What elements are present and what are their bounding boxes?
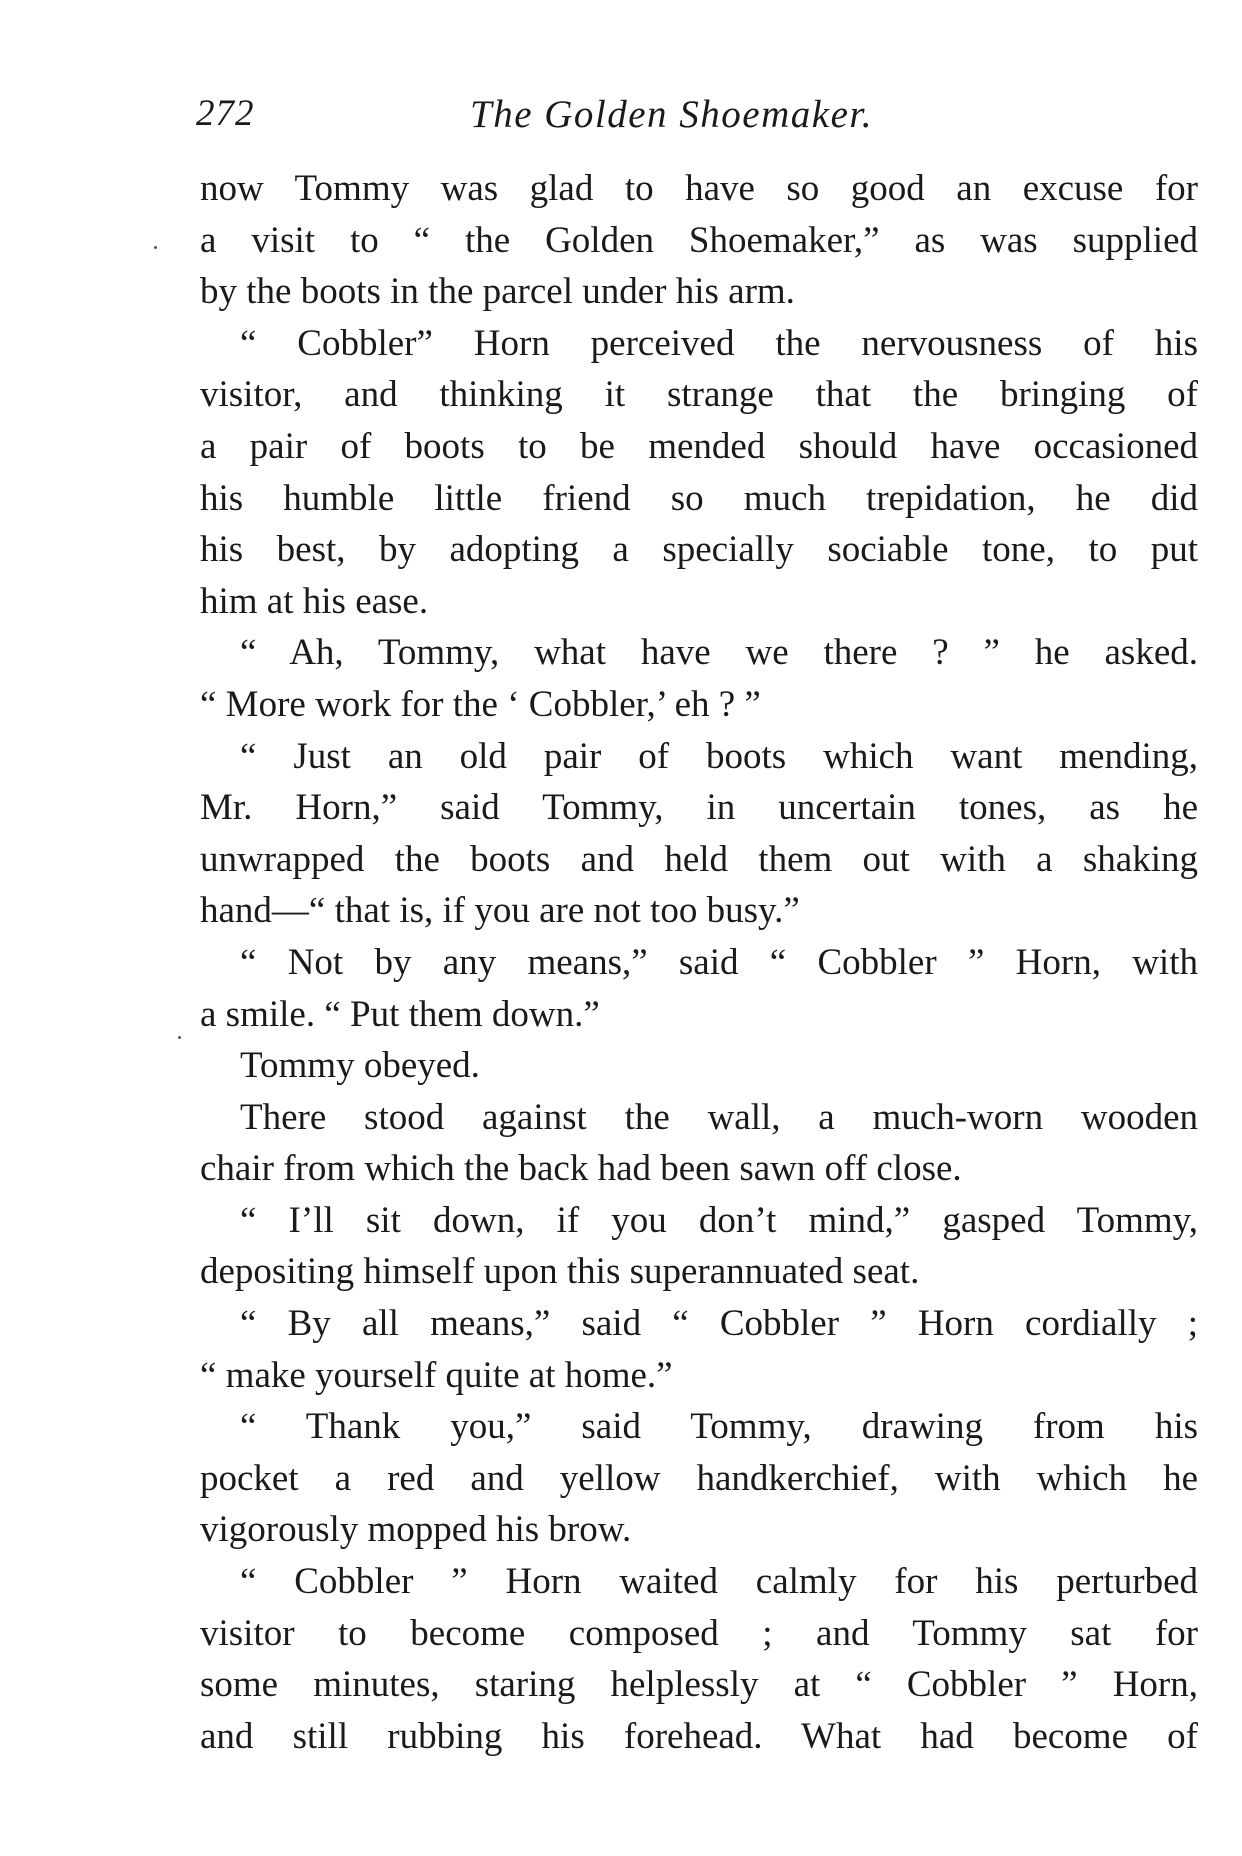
text-line: “ Not by any means,” said “ Cobbler ” Horn, with [240,941,1198,983]
text-line: depositing himself upon this superannuated seat. [200,1251,920,1293]
text-line: a pair of boots to be mended should have occasioned [200,425,1198,467]
text-line: and still rubbing his forehead. What had become of [200,1715,1198,1757]
page-number: 272 [196,93,255,134]
text-line: pocket a red and yellow handkerchief, with which he [200,1457,1198,1499]
text-line: “ Cobbler ” Horn waited calmly for his perturbed [240,1561,1198,1603]
text-line: some minutes, staring helplessly at “ Cobbler ” Horn, [200,1664,1198,1706]
body-text [200,163,1198,1762]
text-line: vigorously mopped his brow. [200,1509,632,1551]
paper-speck [178,1036,181,1039]
text-line: “ Cobbler” Horn perceived the nervousness of his [240,322,1198,364]
text-line: a smile. “ Put them down.” [200,993,600,1035]
text-line: him at his ease. [200,580,429,622]
text-line: unwrapped the boots and held them out with a shaking [200,838,1198,880]
text-line: hand—“ that is, if you are not too busy.” [200,890,800,932]
text-line: his best, by adopting a specially sociable tone, to put [200,529,1198,571]
text-line: “ Ah, Tommy, what have we there ? ” he asked. [240,632,1198,674]
text-line: Mr. Horn,” said Tommy, in uncertain tones, as he [200,787,1198,829]
text-line: now Tommy was glad to have so good an excuse for [200,168,1198,209]
paper-speck [154,246,157,249]
text-line: chair from which the back had been sawn off close. [200,1148,962,1190]
book-title: The Golden Shoemaker. [470,93,874,136]
text-line: by the boots in the parcel under his arm. [200,271,795,313]
text-line: “ More work for the ‘ Cobbler,’ eh ? ” [200,683,761,725]
text-line: a visit to “ the Golden Shoemaker,” as was supplied [200,219,1198,261]
text-line: “ make yourself quite at home.” [200,1354,673,1396]
text-line: There stood against the wall, a much-worn wooden [240,1096,1198,1138]
text-line: “ Just an old pair of boots which want mending, [240,735,1198,777]
text-line: Tommy obeyed. [240,1045,480,1087]
text-line: visitor, and thinking it strange that the bringing of [200,374,1198,416]
text-line: his humble little friend so much trepidation, he did [200,477,1198,519]
text-line: “ Thank you,” said Tommy, drawing from his [240,1406,1198,1448]
text-line: visitor to become composed ; and Tommy sat for [200,1612,1198,1654]
running-head [196,92,1196,142]
text-line: “ I’ll sit down, if you don’t mind,” gasped Tommy, [240,1199,1198,1241]
text-line: “ By all means,” said “ Cobbler ” Horn cordially ; [240,1303,1198,1345]
